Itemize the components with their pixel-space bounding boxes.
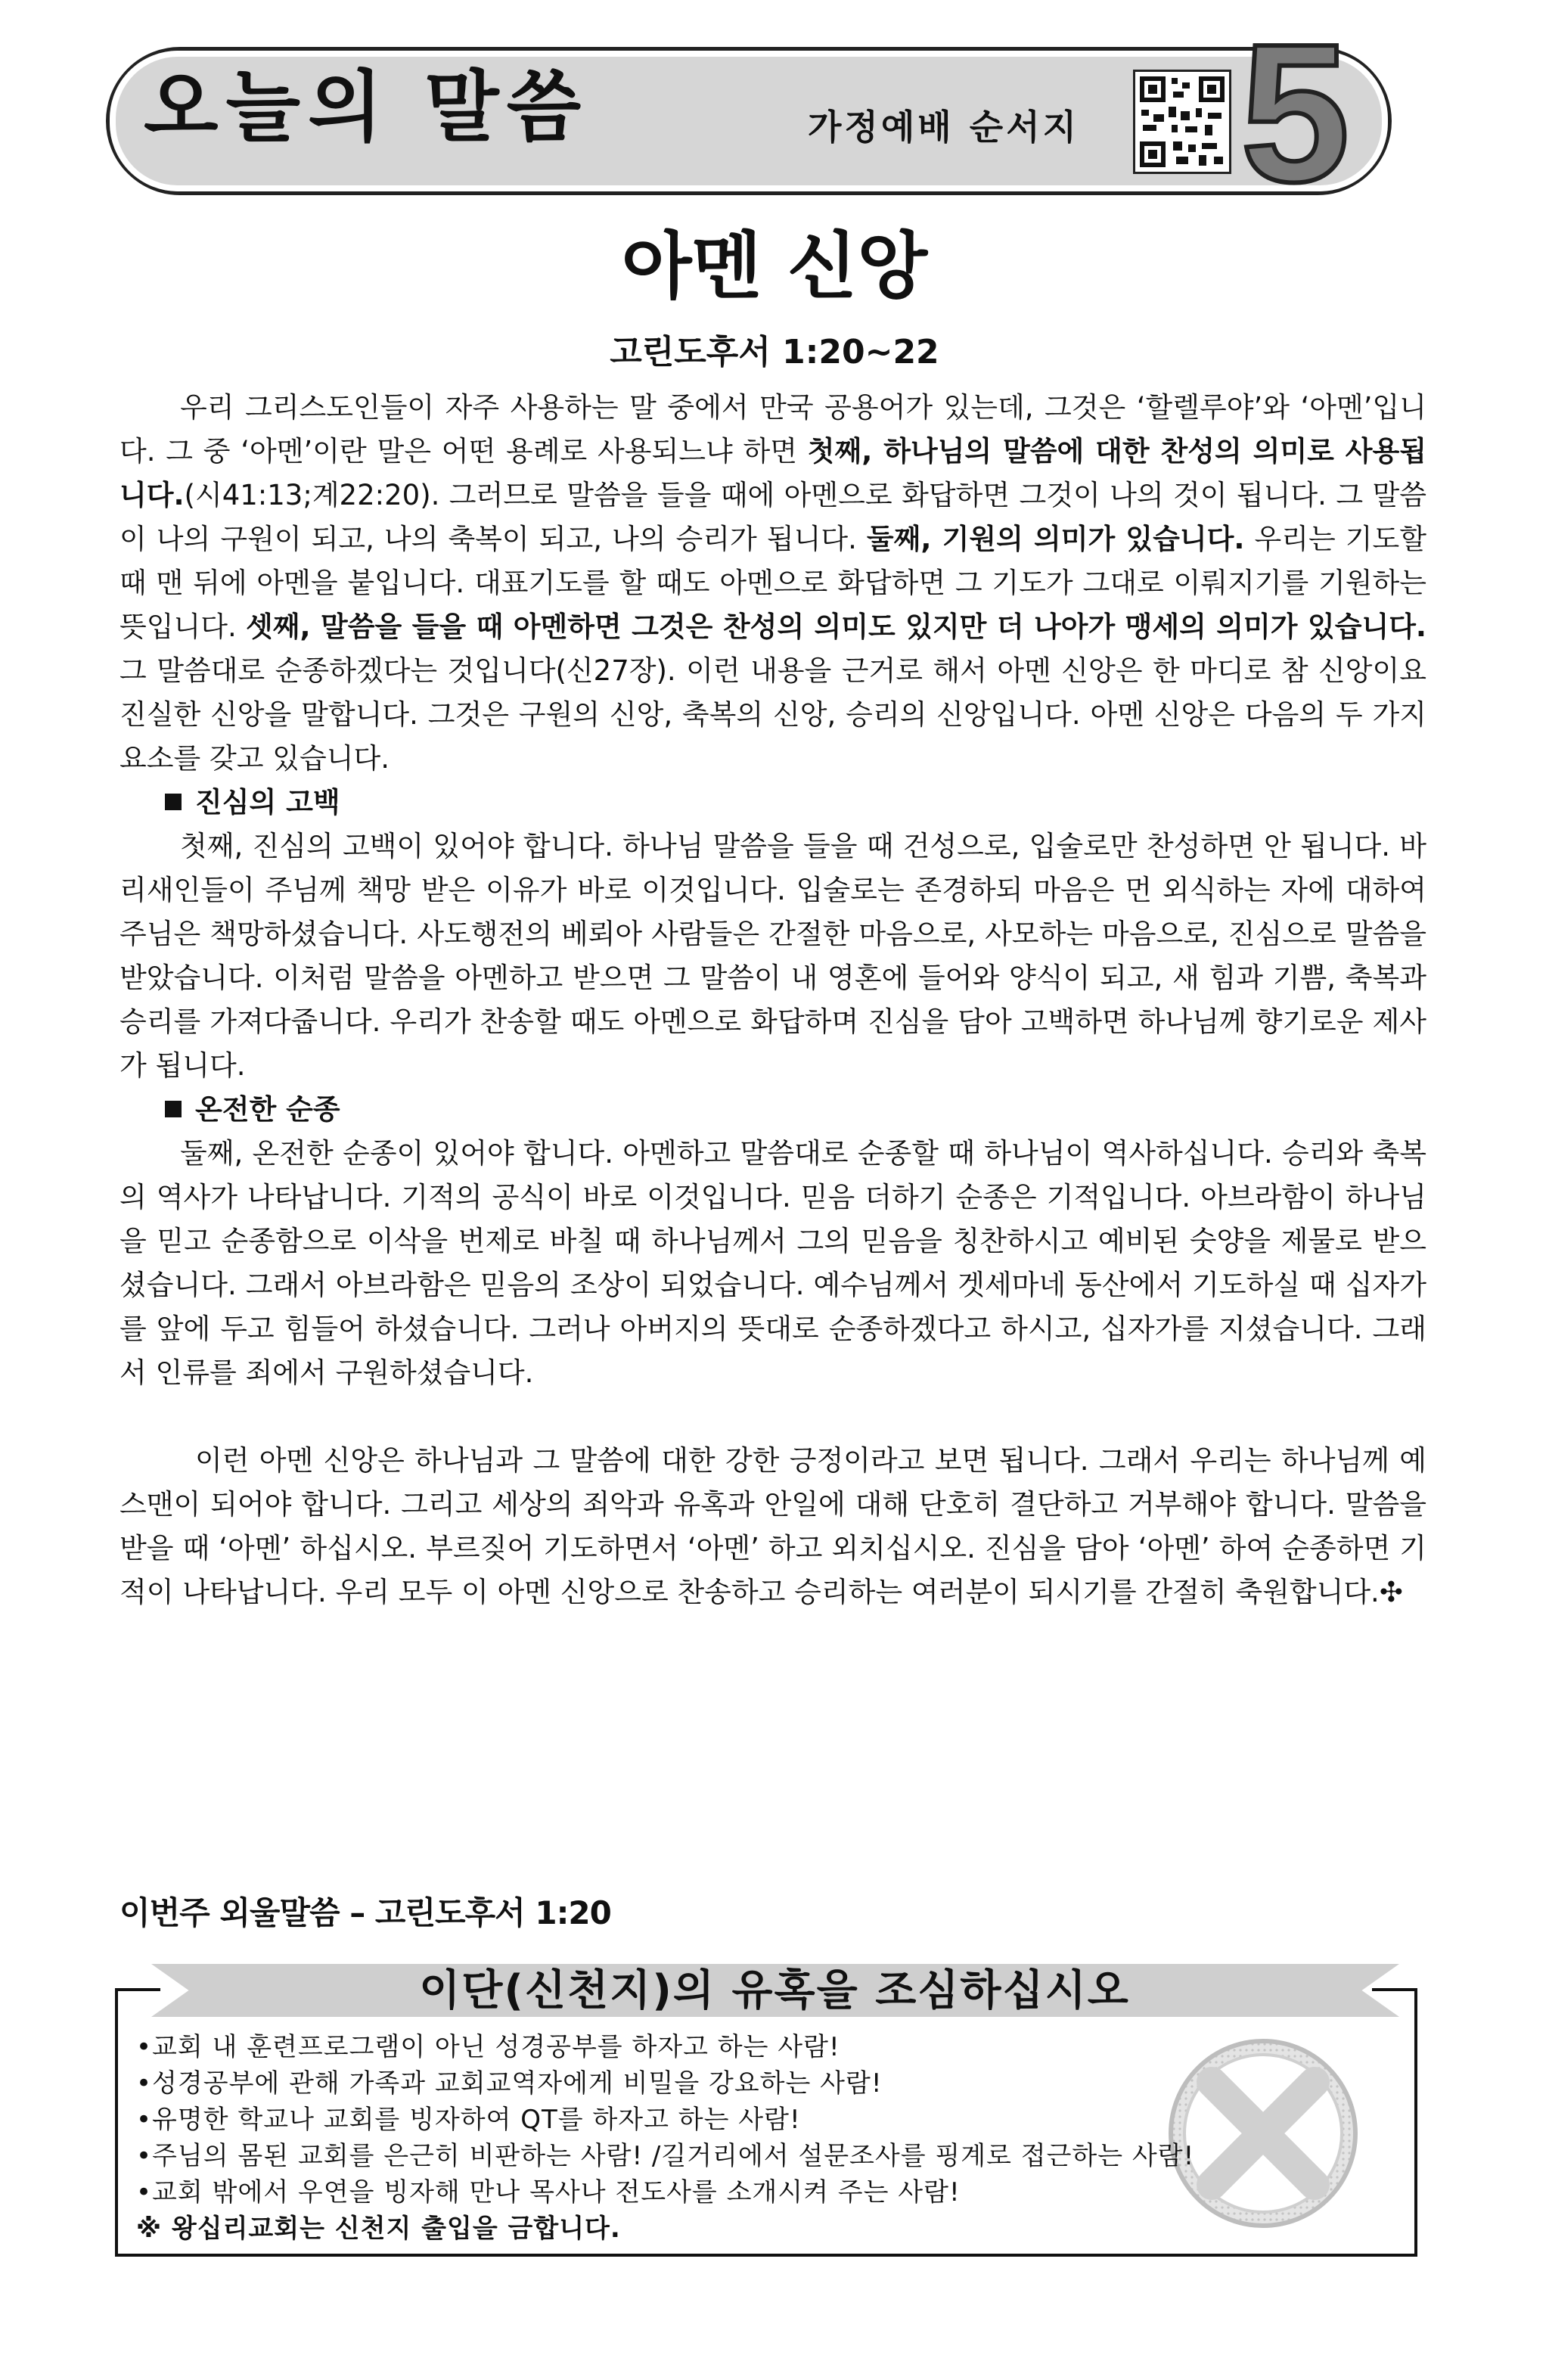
intro-text-2: (시41:13;계22:20). 그러므로 말씀을 들을 때에 아멘으로 화답하면 그것이 나의 것이 됩니다. 그 말씀이 나의 구원이 되고, 나의 축복이 되고, 나의 승리가 됩니다. — [120, 479, 1426, 555]
section-1-heading — [120, 781, 1426, 825]
intro-text-4: 그 말씀대로 순종하겠다는 것입니다(신27장). 이런 내용을 근거로 해서 아멘 신앙은 한 마디로 참 신앙이요 진실한 신앙을 말합니다. 그것은 구원의 신앙, 축복의 신앙, 승리의 신앙입니다. 아멘 신앙은 다음의 두 가지 요소를 갖고 있습니다. — [120, 654, 1426, 775]
section-2-paragraph: 둘째, 온전한 순종이 있어야 합니다. 아멘하고 말씀대로 순종할 때 하나님이 역사하십니다. 승리와 축복의 역사가 나타납니다. 기적의 공식이 바로 이것입니다. 믿음 더하기 순종은 기적입니다. 아브라함이 하나님을 믿고 순종함으로 이삭을 번제로 바칠 때 하나님께서 그의 믿음을 칭찬하시고 예비된 숫양을 제물로 받으셨습니다. 그래서 아브라함은 믿음의 조상이 되었습니다. 예수님께서 겟세마네 동산에서 기도하실 때 십자가를 앞에 두고 힘들어 하셨습니다. 그러나 아버지의 뜻대로 순종하겠다고 하시고, 십자가를 지셨습니다. 그래서 인류를 죄에서 구원하셨습니다. — [120, 1137, 1426, 1389]
qr-code-graphic — [1135, 72, 1229, 172]
conclusion-text: 이런 아멘 신앙은 하나님과 그 말씀에 대한 강한 긍정이라고 보면 됩니다. 그래서 우리는 하나님께 예스맨이 되어야 합니다. 그리고 세상의 죄악과 유혹과 안일에 대해 단호히 결단하고 거부해야 합니다. 말씀을 받을 때 ‘아멘’ 하십시오. 부르짖어 기도하면서 ‘아멘’ 하고 외치십시오. 진심을 담아 ‘아멘’ 하여 순종하면 기적이 나타납니다. 우리 모두 이 아멘 신앙으로 찬송하고 승리하는 여러분이 되시기를 간절히 축원합니다. — [120, 1444, 1426, 1608]
warning-item: •유명한 학교나 교회를 빙자하여 QT를 하자고 하는 사람! — [136, 2105, 801, 2135]
section-1-heading-text: 진심의 고백 — [195, 786, 340, 819]
square-bullet-icon — [165, 794, 182, 810]
intro-bold-2: 둘째, 기원의 의미가 있습니다. — [866, 523, 1245, 555]
conclusion-paragraph — [120, 1439, 1426, 1614]
paragraph-gap — [120, 1395, 1426, 1439]
qr-code-icon[interactable] — [1133, 70, 1231, 174]
section-2-heading-text: 온전한 순종 — [195, 1093, 340, 1126]
header-subtitle: 가정예배 순서지 — [808, 107, 1080, 148]
warning-item: •교회 밖에서 우연을 빙자해 만나 목사나 전도사를 소개시켜 주는 사람! — [136, 2177, 961, 2208]
weekly-verse: 이번주 외울말씀 – 고린도후서 1:20 — [120, 1894, 611, 1931]
square-bullet-icon — [165, 1101, 182, 1117]
header-title: 오늘의 말씀 — [144, 63, 589, 153]
section-2-heading — [120, 1088, 1426, 1132]
sermon-scripture: 고린도후서 1:20~22 — [610, 333, 939, 371]
intro-text-3: 우리는 기도할 때 맨 뒤에 아멘을 붙입니다. 대표기도를 할 때도 아멘으로 화답하면 그 기도가 그대로 이뤄지기를 기원하는 뜻입니다. — [120, 523, 1426, 643]
sermon-title: 아멘 신앙 — [621, 224, 928, 309]
warning-item: •주님의 몸된 교회를 은근히 비판하는 사람! /길거리에서 설문조사를 핑계로 접근하는 사람! — [136, 2141, 1195, 2171]
sermon-body — [120, 386, 1426, 1614]
section-1-paragraph: 첫째, 진심의 고백이 있어야 합니다. 하나님 말씀을 들을 때 건성으로, 입술로만 찬성하면 안 됩니다. 바리새인들이 주님께 책망 받은 이유가 바로 이것입니다. 입술로는 존경하되 마음은 먼 외식하는 자에 대하여 주님은 책망하셨습니다. 사도행전의 베뢰아 사람들은 간절한 마음으로, 사모하는 마음으로, 진심으로 말씀을 받았습니다. 이처럼 말씀을 아멘하고 받으면 그 말씀이 내 영혼에 들어와 양식이 되고, 새 힘과 기쁨, 축복과 승리를 가져다줍니다. 우리가 찬송할 때도 아멘으로 화답하며 진심을 담아 고백하면 하나님께 향기로운 제사가 됩니다. — [120, 830, 1426, 1082]
intro-bold-1: 첫째, 하나님의 말씀에 대한 찬성의 의미로 사용됩니다. — [120, 435, 1427, 511]
warning-list — [136, 2029, 1392, 2247]
warning-title: 이단(신천지)의 유혹을 조심하십시오 — [419, 1966, 1130, 2015]
warning-note: ※ 왕십리교회는 신천지 출입을 금합니다. — [136, 2214, 621, 2244]
end-ornament-icon: ✣ — [1379, 1576, 1403, 1608]
intro-text-1: 우리 그리스도인들이 자주 사용하는 말 중에서 만국 공용어가 있는데, 그것은 ‘할렐루야’와 ‘아멘’입니다. 그 중 ‘아멘’이란 말은 어떤 용례로 사용되느냐 하면 — [120, 391, 1426, 468]
warning-item: •성경공부에 관해 가족과 교회교역자에게 비밀을 강요하는 사람! — [136, 2068, 883, 2099]
intro-paragraph — [120, 386, 1426, 781]
warning-item: •교회 내 훈련프로그램이 아닌 성경공부를 하자고 하는 사람! — [136, 2032, 840, 2062]
intro-bold-3: 셋째, 말씀을 들을 때 아멘하면 그것은 찬성의 의미도 있지만 더 나아가 맹세의 의미가 있습니다. — [246, 611, 1426, 643]
page-number: 5 — [1240, 4, 1350, 223]
